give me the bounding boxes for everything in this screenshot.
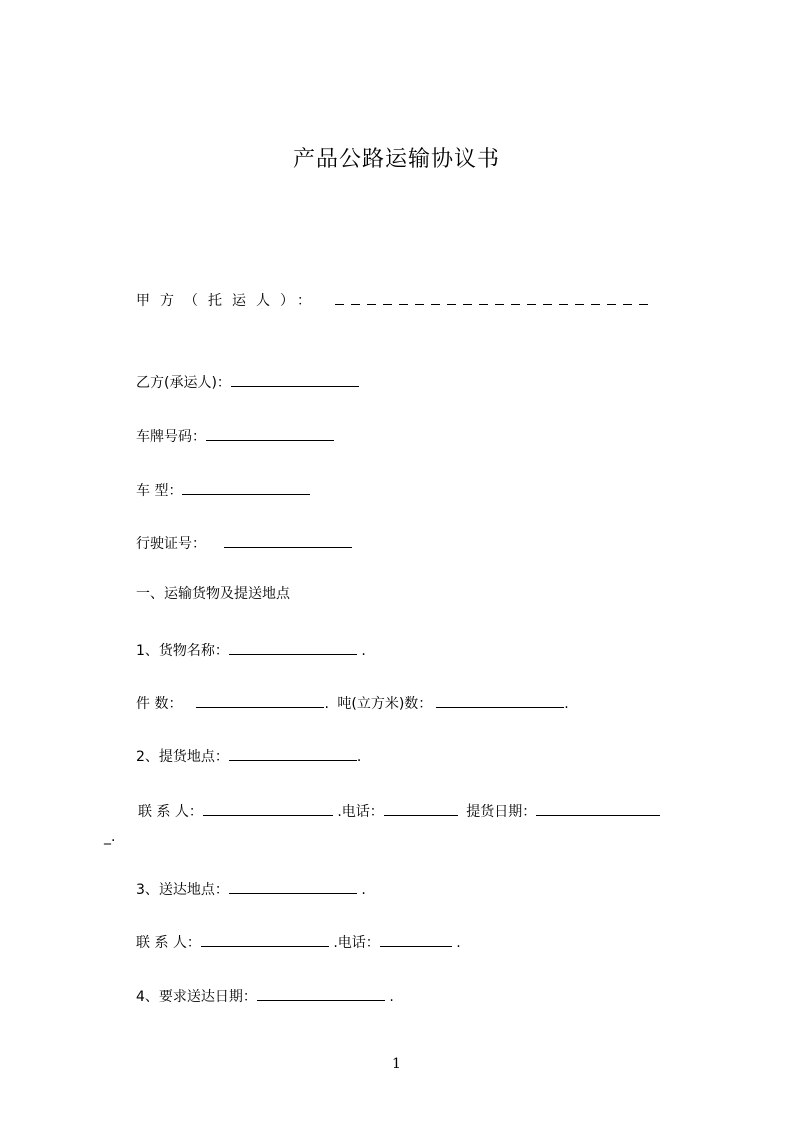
section1-heading: 一、运输货物及提送地点	[136, 586, 290, 602]
pickup-contact-blank	[203, 801, 333, 816]
dash-segment	[463, 292, 472, 305]
dash-segment	[543, 292, 552, 305]
dash-segment	[367, 292, 376, 305]
item1-line	[136, 640, 366, 660]
item4-blank	[257, 986, 385, 1001]
car-type-blank	[182, 480, 310, 495]
item2-blank	[229, 746, 357, 761]
dash-segment	[335, 292, 344, 305]
delivery-contact-blank	[201, 932, 329, 947]
dash-segment	[479, 292, 488, 305]
dash-segment	[383, 292, 392, 305]
pieces-line	[136, 693, 569, 713]
pickup-date-label: 提货日期：	[466, 804, 537, 820]
item4-end: .	[389, 989, 394, 1005]
item3-end: .	[361, 882, 366, 898]
pickup-contact-line	[138, 801, 660, 821]
plate-label: 车牌号码：	[136, 429, 206, 445]
item2-end: .	[356, 749, 362, 765]
party-b-label: 乙方(承运人)：	[136, 375, 231, 391]
dash-segment	[559, 292, 568, 305]
tons-end: .	[564, 696, 569, 712]
dash-segment	[623, 292, 632, 305]
dash-segment	[591, 292, 600, 305]
item4-label: 4、要求送达日期：	[136, 989, 257, 1005]
dash-segment	[527, 292, 536, 305]
tons-label: 吨(立方米)数：	[337, 696, 433, 712]
car-type-label: 车 型：	[136, 483, 183, 499]
pieces-blank	[196, 693, 324, 708]
party-b-blank	[231, 372, 359, 387]
pickup-date-end: _.	[104, 829, 116, 845]
dash-segment	[511, 292, 520, 305]
license-blank	[224, 533, 352, 548]
party-a-blank	[335, 293, 655, 309]
pickup-date-blank	[536, 801, 660, 816]
item1-label: 1、货物名称：	[136, 643, 229, 659]
dash-segment	[607, 292, 616, 305]
item4-line	[136, 986, 394, 1006]
party-b-line	[136, 372, 359, 392]
dash-segment	[447, 292, 456, 305]
document-title: 产品公路运输协议书	[292, 147, 500, 172]
pickup-contact-label: 联 系 人：	[138, 804, 203, 820]
item2-label: 2、提货地点：	[136, 749, 229, 765]
delivery-phone-label: .电话：	[333, 935, 380, 951]
dash-segment	[639, 292, 648, 305]
item1-blank	[229, 640, 357, 655]
dash-segment	[415, 292, 424, 305]
plate-blank	[206, 426, 334, 441]
pickup-phone-label: .电话：	[337, 804, 384, 820]
item3-blank	[229, 879, 357, 894]
party-a-label: 甲方（托运人）：	[136, 293, 321, 309]
delivery-phone-end: .	[456, 935, 461, 951]
dash-segment	[351, 292, 360, 305]
party-a-line	[136, 292, 655, 310]
license-label: 行驶证号：	[136, 536, 206, 552]
dash-segment	[431, 292, 440, 305]
item2-line	[136, 746, 361, 766]
item1-end: .	[361, 643, 366, 659]
dash-segment	[495, 292, 504, 305]
pieces-end: .	[324, 696, 329, 712]
license-line	[136, 533, 352, 553]
delivery-contact-label: 联 系 人：	[136, 935, 201, 951]
item3-label: 3、送达地点：	[136, 882, 229, 898]
pickup-phone-blank	[384, 801, 458, 816]
dash-segment	[575, 292, 584, 305]
car-type-line	[136, 480, 310, 500]
delivery-phone-blank	[380, 932, 452, 947]
page-number: 1	[392, 1056, 401, 1072]
delivery-contact-line	[136, 932, 461, 952]
item3-line	[136, 879, 366, 899]
plate-line	[136, 426, 334, 446]
pieces-label: 件 数：	[136, 696, 183, 712]
dash-segment	[399, 292, 408, 305]
tons-blank	[436, 693, 564, 708]
